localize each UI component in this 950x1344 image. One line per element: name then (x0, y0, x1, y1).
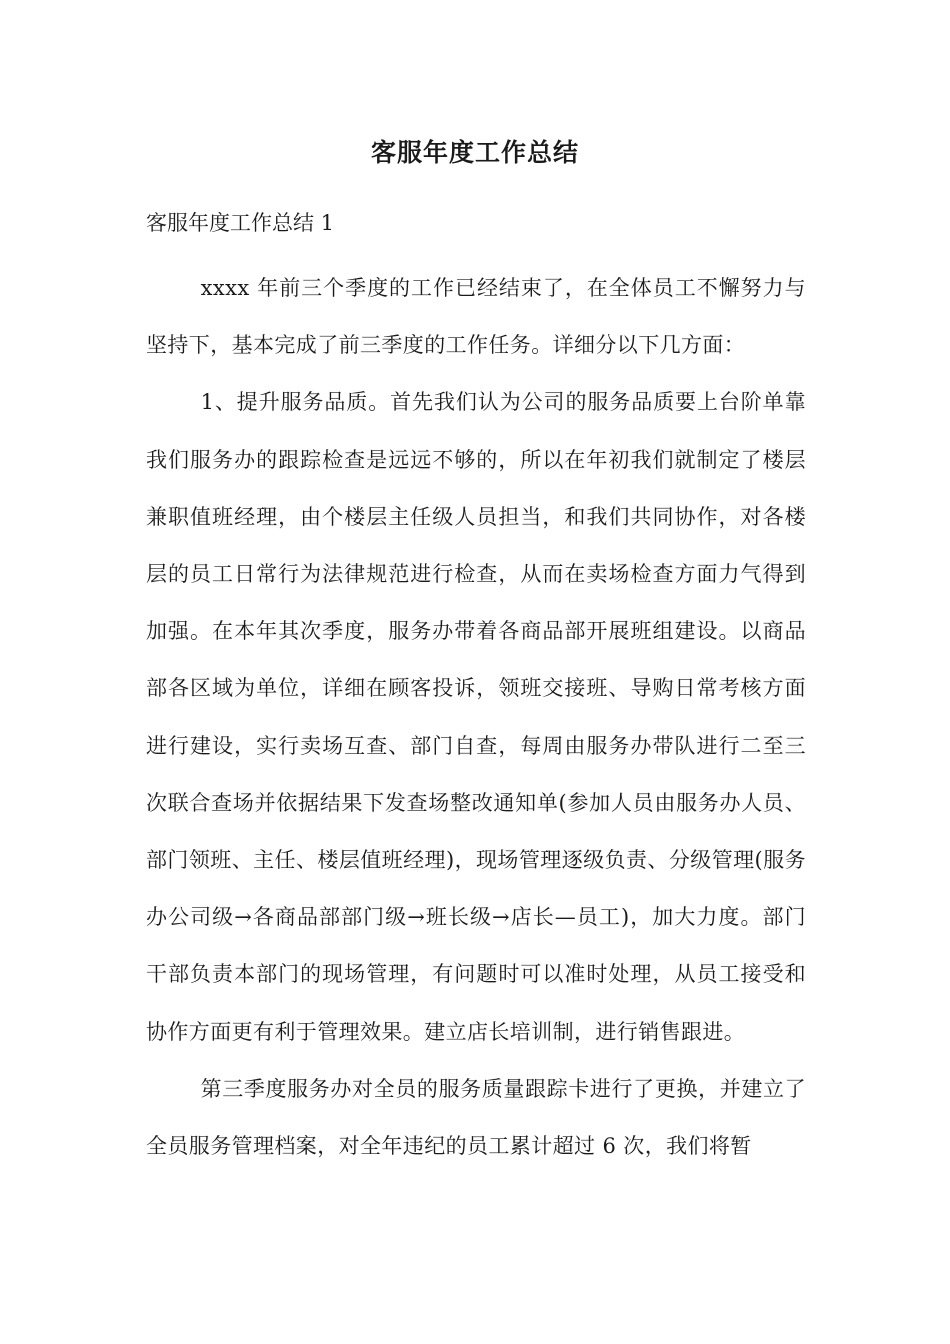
paragraph-service-quality: 1、提升服务品质。首先我们认为公司的服务品质要上台阶单靠我们服务办的跟踪检查是远远不够的，所以在年初我们就制定了楼层兼职值班经理，由个楼层主任级人员担当，和我们共同协作，对各楼层的员工日常行为法律规范进行检查，从而在卖场检查方面力气得到加强。在本年其次季度，服务办带着各商品部开展班组建设。以商品部各区域为单位，详细在顾客投诉，领班交接班、导购日常考核方面进行建设，实行卖场互查、部门自查，每周由服务办带队进行二至三次联合查场并依据结果下发查场整改通知单(参加人员由服务办人员、部门领班、主任、楼层值班经理)，现场管理逐级负责、分级管理(服务办公司级→各商品部部门级→班长级→店长—员工)，加大力度。部门干部负责本部门的现场管理，有问题时可以准时处理，从员工接受和协作方面更有利于管理效果。建立店长培训制，进行销售跟进。 (146, 390, 806, 1044)
document-title: 客服年度工作总结 (370, 138, 579, 167)
paragraph-intro: xxxx 年前三个季度的工作已经结束了，在全体员工不懈努力与坚持下，基本完成了前三季度的工作任务。详细分以下几方面： (146, 276, 806, 358)
document-body (146, 260, 806, 1175)
paragraph-third-quarter: 第三季度服务办对全员的服务质量跟踪卡进行了更换，并建立了全员服务管理档案，对全年违纪的员工累计超过 6 次，我们将暂 (146, 1076, 806, 1159)
document-subtitle: 客服年度工作总结 1 (146, 211, 335, 235)
